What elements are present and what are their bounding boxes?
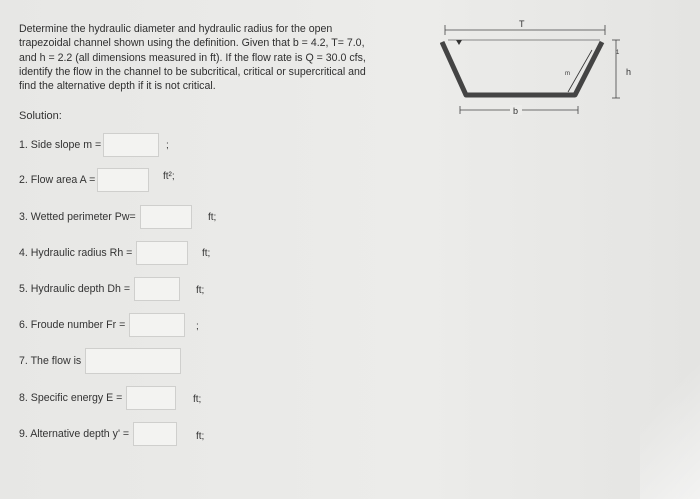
problem-line-4: identify the flow in the channel to be subcritical, critical or supercritical and [19,65,366,78]
question-9 [19,422,177,446]
question-2 [19,168,149,192]
alternative-depth-input[interactable] [133,422,177,446]
channel-walls [442,42,602,95]
solution-label: Solution: [19,110,62,122]
problem-line-3: and h = 2.2 (all dimensions measured in ft). If the flow rate is Q = 30.0 cfs, [19,51,366,64]
question-2-label: 2. Flow area A = [19,174,96,186]
specific-energy-input[interactable] [126,386,176,410]
question-7 [19,348,181,374]
problem-line-1: Determine the hydraulic diameter and hydraulic radius for the open [19,23,333,35]
question-1 [19,133,159,157]
wetted-perimeter-input[interactable] [140,205,192,229]
froude-number-input[interactable] [129,313,185,337]
question-5-label: 5. Hydraulic depth Dh = [19,283,131,295]
question-4 [19,241,188,265]
water-surface-icon [456,40,462,45]
question-6-unit: ; [196,321,199,332]
question-8 [19,386,176,410]
label-m: m [565,71,570,77]
question-8-unit: ft; [193,394,202,405]
question-5 [19,277,180,301]
question-9-unit: ft; [196,431,205,442]
glare-overlay [640,359,700,499]
question-3-label: 3. Wetted perimeter Pw= [19,211,136,223]
question-8-label: 8. Specific energy E = [19,392,123,404]
hydraulic-depth-input[interactable] [134,277,180,301]
flow-regime-select[interactable] [85,348,181,374]
question-4-unit: ft; [202,248,211,259]
flow-area-input[interactable] [97,168,149,192]
question-3 [19,205,192,229]
hydraulic-radius-input[interactable] [136,241,188,265]
question-7-label: 7. The flow is [19,355,82,367]
label-h: h [626,67,632,77]
question-5-unit: ft; [196,285,205,296]
question-1-unit: ; [166,140,169,151]
problem-statement [19,22,419,93]
question-6-label: 6. Froude number Fr = [19,319,126,331]
question-9-label: 9. Alternative depth y' = [19,428,130,440]
problem-line-2: trapezoidal channel shown using the definition. Given that b = 4.2, T= 7.0, [19,37,365,50]
problem-line-5: find the alternative depth if it is not critical. [19,80,216,93]
question-4-label: 4. Hydraulic radius Rh = [19,247,133,259]
label-T: T [519,19,525,29]
trapezoid-channel-diagram [440,10,640,120]
question-1-label: 1. Side slope m = [19,139,102,151]
question-2-unit: ft²; [163,171,175,182]
question-3-unit: ft; [208,212,217,223]
side-slope-input[interactable] [103,133,159,157]
question-6 [19,313,185,337]
label-b: b [513,106,519,116]
label-slope-1: 1 [616,50,620,56]
